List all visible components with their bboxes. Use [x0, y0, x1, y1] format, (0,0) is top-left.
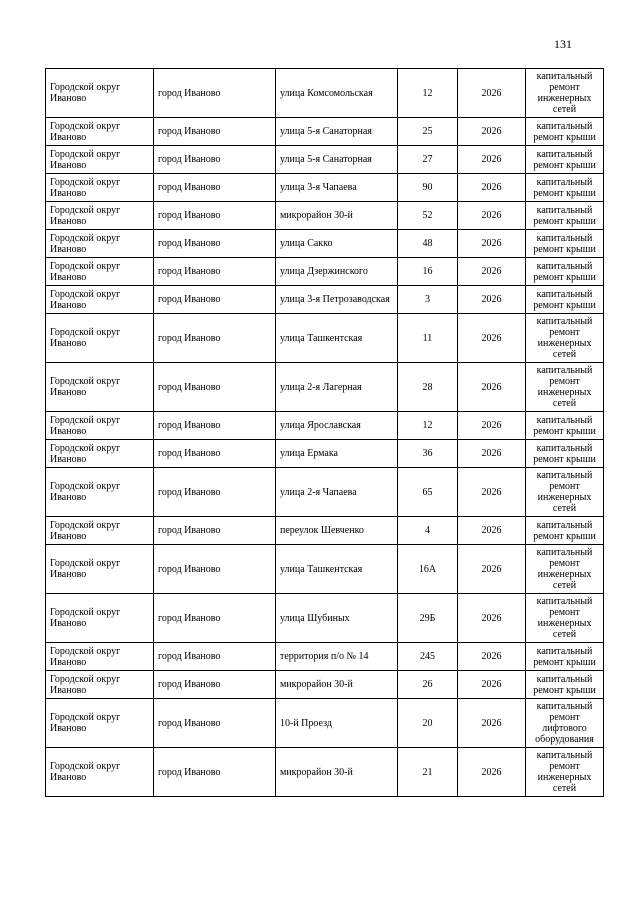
municipal-district-cell: Городской округ Иваново [46, 174, 154, 202]
house-number-cell: 16А [398, 545, 458, 594]
work-type-cell: капитальный ремонт крыши [526, 286, 604, 314]
house-number-cell: 20 [398, 699, 458, 748]
municipal-district-cell: Городской округ Иваново [46, 258, 154, 286]
house-number-cell: 25 [398, 118, 458, 146]
city-cell: город Иваново [154, 594, 276, 643]
city-cell: город Иваново [154, 699, 276, 748]
municipal-district-cell: Городской округ Иваново [46, 440, 154, 468]
municipal-district-cell: Городской округ Иваново [46, 69, 154, 118]
work-type-cell: капитальный ремонт крыши [526, 230, 604, 258]
street-cell: 10-й Проезд [276, 699, 398, 748]
city-cell: город Иваново [154, 363, 276, 412]
city-cell: город Иваново [154, 230, 276, 258]
street-cell: улица 2-я Чапаева [276, 468, 398, 517]
city-cell: город Иваново [154, 643, 276, 671]
table-row [46, 440, 604, 468]
street-cell: улица Ярославская [276, 412, 398, 440]
work-type-cell: капитальный ремонт крыши [526, 440, 604, 468]
municipal-district-cell: Городской округ Иваново [46, 363, 154, 412]
table-row [46, 314, 604, 363]
house-number-cell: 21 [398, 748, 458, 797]
year-cell: 2026 [458, 699, 526, 748]
street-cell: улица 5-я Санаторная [276, 146, 398, 174]
house-number-cell: 48 [398, 230, 458, 258]
page-number: 131 [554, 37, 572, 51]
year-cell: 2026 [458, 146, 526, 174]
year-cell: 2026 [458, 468, 526, 517]
table-row [46, 594, 604, 643]
city-cell: город Иваново [154, 286, 276, 314]
city-cell: город Иваново [154, 545, 276, 594]
municipal-district-cell: Городской округ Иваново [46, 286, 154, 314]
year-cell: 2026 [458, 517, 526, 545]
city-cell: город Иваново [154, 258, 276, 286]
municipal-district-cell: Городской округ Иваново [46, 314, 154, 363]
city-cell: город Иваново [154, 118, 276, 146]
work-type-cell: капитальный ремонт инженерных сетей [526, 468, 604, 517]
table-body [46, 69, 604, 797]
city-cell: город Иваново [154, 146, 276, 174]
year-cell: 2026 [458, 363, 526, 412]
municipal-district-cell: Городской округ Иваново [46, 748, 154, 797]
street-cell: улица Ташкентская [276, 314, 398, 363]
house-number-cell: 4 [398, 517, 458, 545]
table-row [46, 258, 604, 286]
city-cell: город Иваново [154, 69, 276, 118]
table-row [46, 699, 604, 748]
street-cell: улица Дзержинского [276, 258, 398, 286]
municipal-district-cell: Городской округ Иваново [46, 146, 154, 174]
house-number-cell: 29Б [398, 594, 458, 643]
year-cell: 2026 [458, 440, 526, 468]
street-cell: территория п/о № 14 [276, 643, 398, 671]
year-cell: 2026 [458, 594, 526, 643]
municipal-district-cell: Городской округ Иваново [46, 643, 154, 671]
street-cell: улица 5-я Санаторная [276, 118, 398, 146]
city-cell: город Иваново [154, 174, 276, 202]
city-cell: город Иваново [154, 517, 276, 545]
table-row [46, 748, 604, 797]
table-row [46, 174, 604, 202]
table-row [46, 671, 604, 699]
house-number-cell: 12 [398, 69, 458, 118]
year-cell: 2026 [458, 412, 526, 440]
city-cell: город Иваново [154, 314, 276, 363]
year-cell: 2026 [458, 258, 526, 286]
work-type-cell: капитальный ремонт инженерных сетей [526, 545, 604, 594]
municipal-district-cell: Городской округ Иваново [46, 594, 154, 643]
street-cell: улица Сакко [276, 230, 398, 258]
city-cell: город Иваново [154, 440, 276, 468]
year-cell: 2026 [458, 202, 526, 230]
street-cell: микрорайон 30-й [276, 202, 398, 230]
table-row [46, 118, 604, 146]
year-cell: 2026 [458, 643, 526, 671]
work-type-cell: капитальный ремонт инженерных сетей [526, 69, 604, 118]
house-number-cell: 27 [398, 146, 458, 174]
house-number-cell: 28 [398, 363, 458, 412]
table-row [46, 517, 604, 545]
table-row [46, 545, 604, 594]
work-type-cell: капитальный ремонт крыши [526, 671, 604, 699]
work-type-cell: капитальный ремонт крыши [526, 643, 604, 671]
city-cell: город Иваново [154, 412, 276, 440]
table-row [46, 363, 604, 412]
street-cell: микрорайон 30-й [276, 671, 398, 699]
municipal-district-cell: Городской округ Иваново [46, 412, 154, 440]
house-number-cell: 26 [398, 671, 458, 699]
street-cell: микрорайон 30-й [276, 748, 398, 797]
house-number-cell: 3 [398, 286, 458, 314]
work-type-cell: капитальный ремонт крыши [526, 118, 604, 146]
work-type-cell: капитальный ремонт инженерных сетей [526, 748, 604, 797]
year-cell: 2026 [458, 69, 526, 118]
municipal-district-cell: Городской округ Иваново [46, 545, 154, 594]
work-type-cell: капитальный ремонт лифтового оборудования [526, 699, 604, 748]
year-cell: 2026 [458, 230, 526, 258]
house-number-cell: 245 [398, 643, 458, 671]
work-type-cell: капитальный ремонт инженерных сетей [526, 314, 604, 363]
street-cell: улица Ташкентская [276, 545, 398, 594]
table-row [46, 230, 604, 258]
year-cell: 2026 [458, 118, 526, 146]
city-cell: город Иваново [154, 202, 276, 230]
house-number-cell: 16 [398, 258, 458, 286]
municipal-district-cell: Городской округ Иваново [46, 118, 154, 146]
work-type-cell: капитальный ремонт крыши [526, 412, 604, 440]
year-cell: 2026 [458, 545, 526, 594]
work-type-cell: капитальный ремонт крыши [526, 146, 604, 174]
street-cell: улица 3-я Чапаева [276, 174, 398, 202]
work-type-cell: капитальный ремонт крыши [526, 258, 604, 286]
year-cell: 2026 [458, 174, 526, 202]
year-cell: 2026 [458, 671, 526, 699]
street-cell: улица 2-я Лагерная [276, 363, 398, 412]
year-cell: 2026 [458, 286, 526, 314]
street-cell: улица Шубиных [276, 594, 398, 643]
housing-repair-table [45, 68, 604, 797]
municipal-district-cell: Городской округ Иваново [46, 468, 154, 517]
municipal-district-cell: Городской округ Иваново [46, 230, 154, 258]
municipal-district-cell: Городской округ Иваново [46, 671, 154, 699]
house-number-cell: 12 [398, 412, 458, 440]
house-number-cell: 52 [398, 202, 458, 230]
municipal-district-cell: Городской округ Иваново [46, 202, 154, 230]
table-row [46, 146, 604, 174]
street-cell: улица Комсомольская [276, 69, 398, 118]
work-type-cell: капитальный ремонт инженерных сетей [526, 363, 604, 412]
city-cell: город Иваново [154, 748, 276, 797]
table-row [46, 69, 604, 118]
house-number-cell: 90 [398, 174, 458, 202]
municipal-district-cell: Городской округ Иваново [46, 517, 154, 545]
street-cell: улица 3-я Петрозаводская [276, 286, 398, 314]
house-number-cell: 11 [398, 314, 458, 363]
table-row [46, 468, 604, 517]
work-type-cell: капитальный ремонт крыши [526, 517, 604, 545]
city-cell: город Иваново [154, 468, 276, 517]
table-row [46, 202, 604, 230]
work-type-cell: капитальный ремонт крыши [526, 174, 604, 202]
work-type-cell: капитальный ремонт инженерных сетей [526, 594, 604, 643]
work-type-cell: капитальный ремонт крыши [526, 202, 604, 230]
house-number-cell: 36 [398, 440, 458, 468]
year-cell: 2026 [458, 748, 526, 797]
table-row [46, 643, 604, 671]
street-cell: переулок Шевченко [276, 517, 398, 545]
table-row [46, 286, 604, 314]
street-cell: улица Ермака [276, 440, 398, 468]
city-cell: город Иваново [154, 671, 276, 699]
table-row [46, 412, 604, 440]
municipal-district-cell: Городской округ Иваново [46, 699, 154, 748]
year-cell: 2026 [458, 314, 526, 363]
house-number-cell: 65 [398, 468, 458, 517]
